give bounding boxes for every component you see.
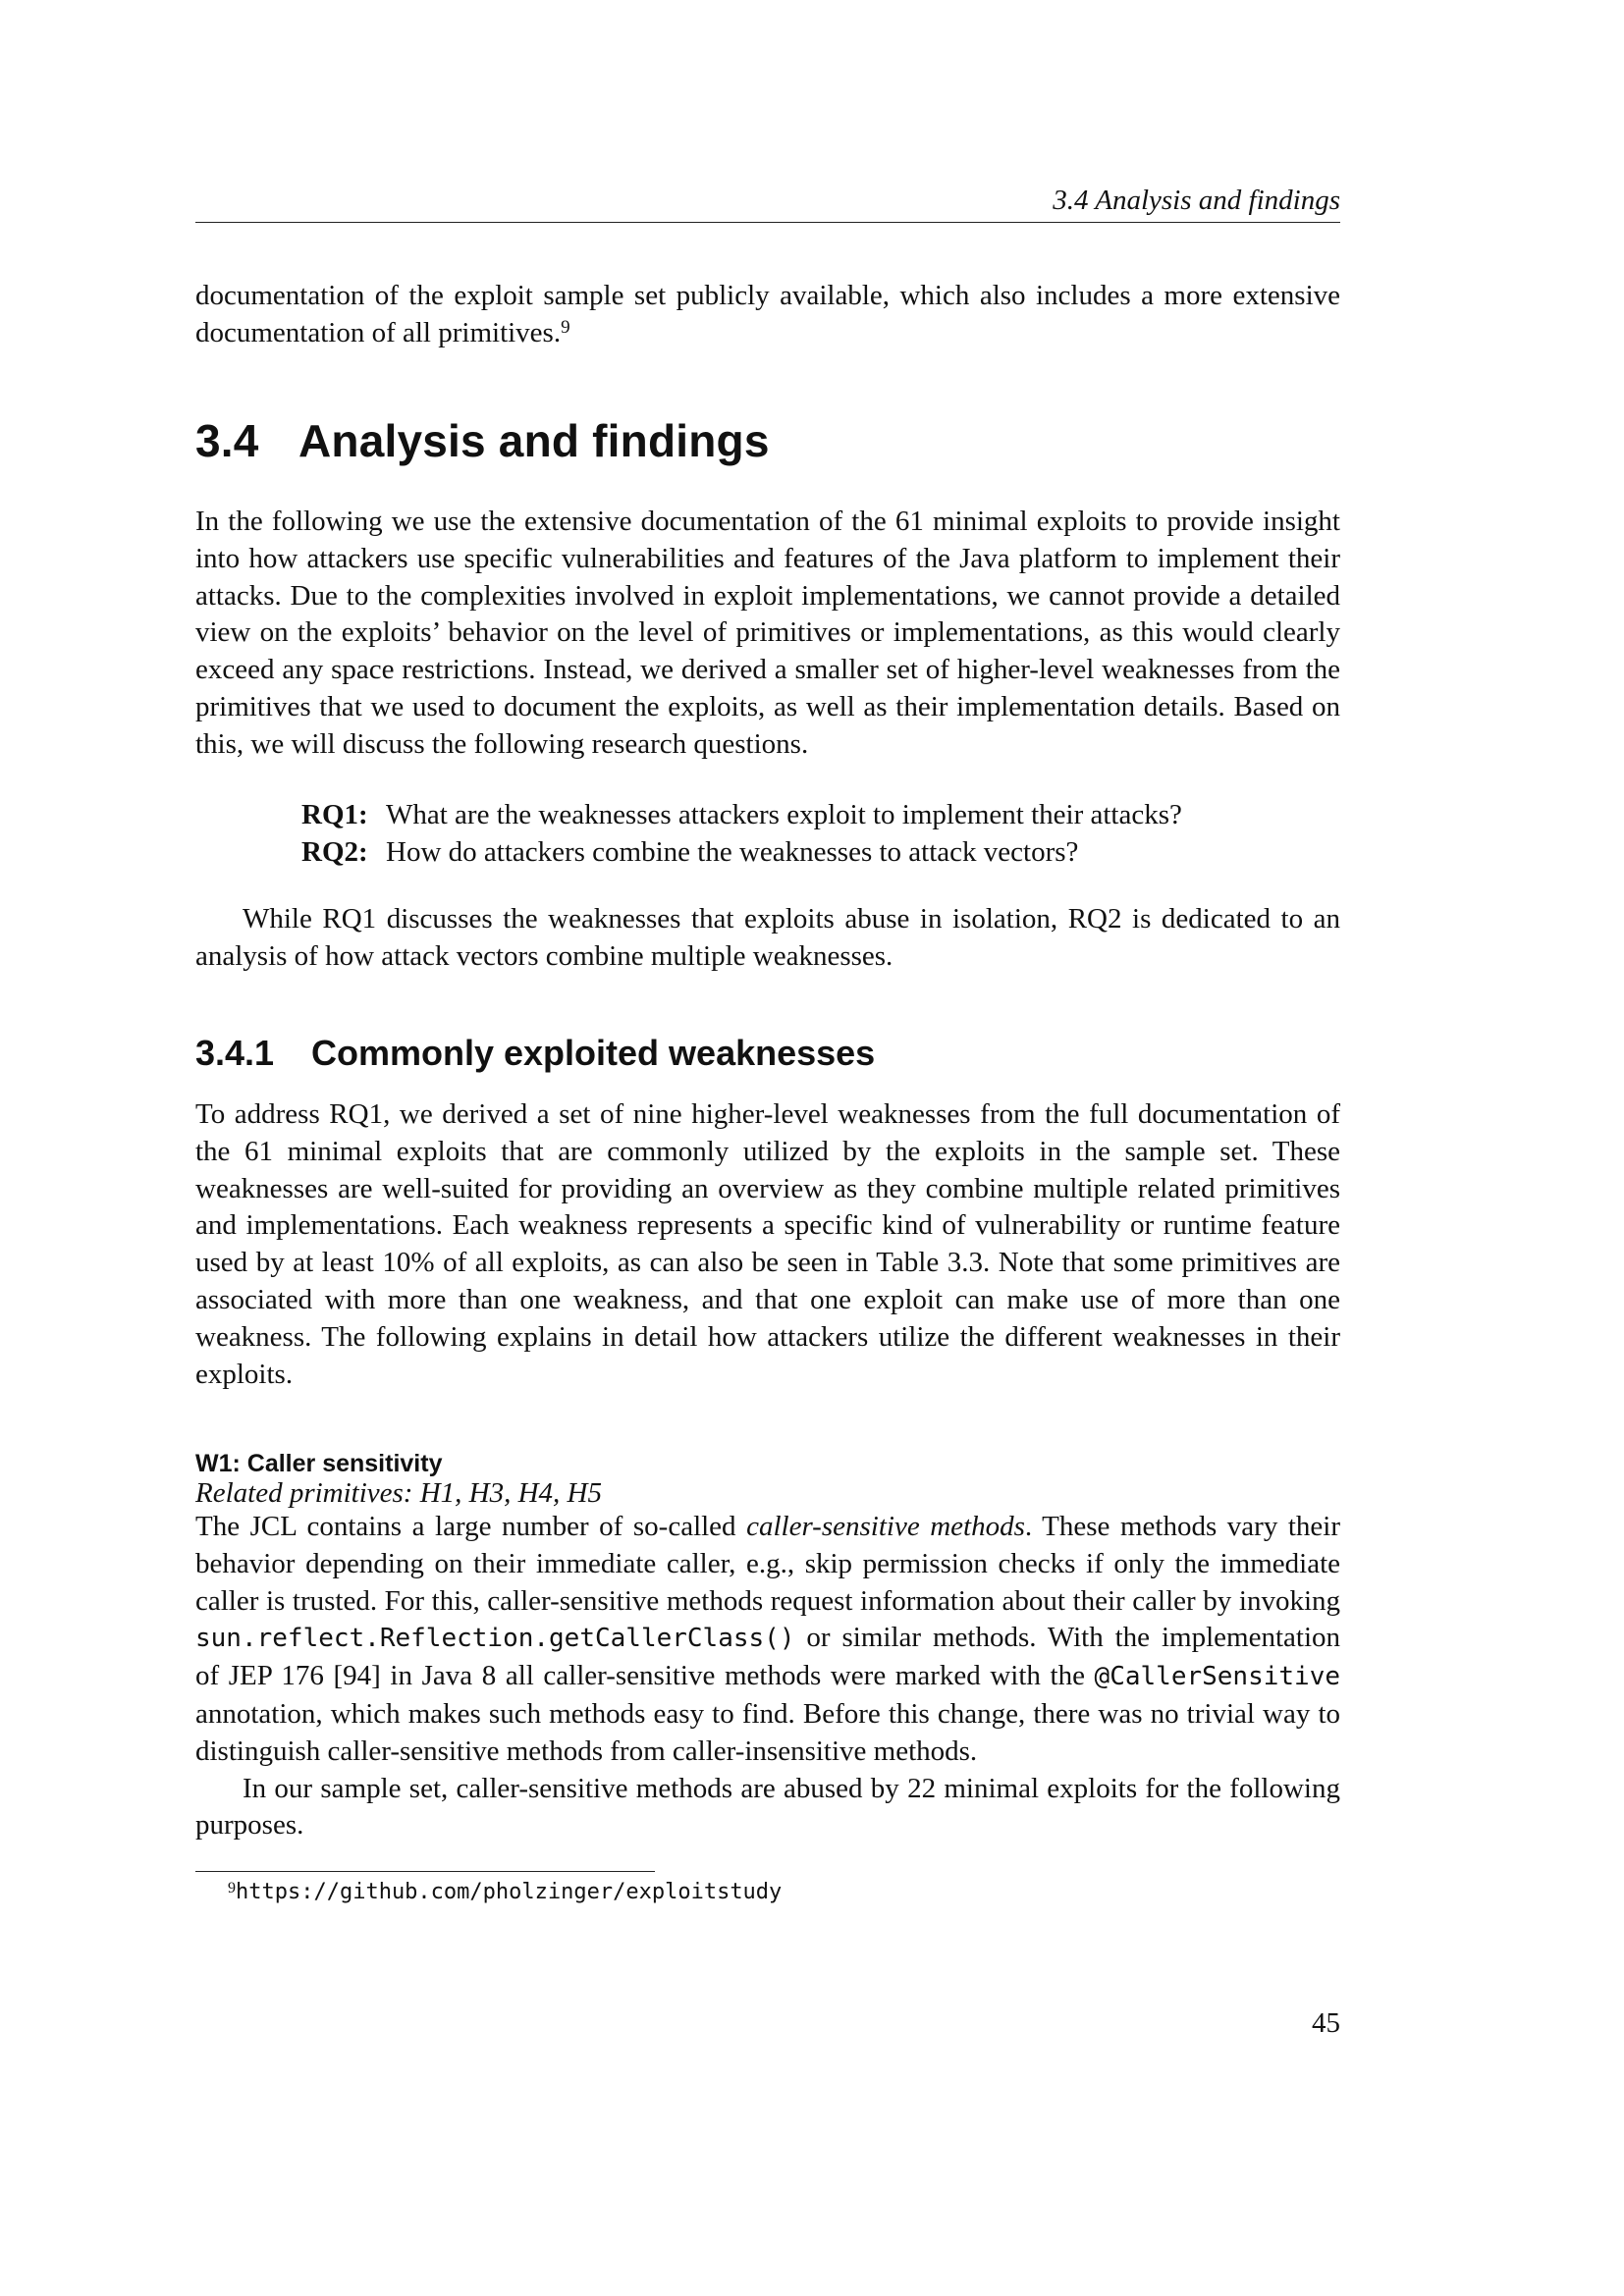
section-title: Analysis and findings <box>298 415 770 466</box>
subsection-number: 3.4.1 <box>195 1033 275 1073</box>
footnote <box>228 1875 782 1906</box>
footnote-marker[interactable]: 9 <box>561 316 570 338</box>
running-head: 3.4 Analysis and findings <box>1053 185 1340 216</box>
subsection-paragraph: To address RQ1, we derived a set of nine higher-level weaknesses from the full documentation of the 61 minimal exploits that are commonly utilized by the exploits in the sample set. These weaknesses are well-suited for providing an overview as they combine multiple related primitives and implementations. Each weakness represents a specific kind of vulnerability or runtime feature used by at least 10% of all exploits, as can also be seen in Table 3.3. Note that some primitives are associated with more than one weakness, and that one exploit can make use of more than one weakness. The following explains in detail how attackers utilize the different weaknesses in their exploits. <box>195 1098 1340 1390</box>
weakness-w1-paragraph-2: In our sample set, caller-sensitive methods are abused by 22 minimal exploits for the following purposes. <box>195 1772 1340 1842</box>
research-question-1 <box>301 797 1340 834</box>
rq-text: How do attackers combine the weaknesses to attack vectors? <box>386 835 1079 868</box>
weakness-w1-paragraph-1: The JCL contains a large number of so-called caller-sensitive methods. These methods vary their behavior depending on their immediate caller, e.g., skip permission checks if only the immediate caller is trusted. For this, caller-sensitive methods request information about their caller by invoking sun.reflect.Reflection.getCallerClass() or similar methods. With the implementation of JEP 176 [94] in Java 8 all caller-sensitive methods were marked with the @CallerSensitive annotation, which makes such methods easy to find. Before this change, there was no trivial way to distinguish caller-sensitive methods from caller-insensitive methods. <box>195 1511 1341 1767</box>
subsection-heading <box>195 1032 875 1075</box>
rq-label: RQ2: <box>301 835 368 868</box>
section-heading <box>195 413 770 468</box>
footnote-rule <box>195 1871 655 1872</box>
weakness-w1-heading: W1: Caller sensitivity <box>195 1450 443 1477</box>
rq-label: RQ1: <box>301 799 368 830</box>
subsection-title: Commonly exploited weaknesses <box>311 1033 876 1073</box>
research-question-2 <box>301 834 1340 872</box>
research-questions <box>301 797 1340 872</box>
weakness-w1-body <box>195 1509 1340 1844</box>
rq-text: What are the weaknesses attackers exploit to implement their attacks? <box>386 799 1182 830</box>
section-paragraph-1: In the following we use the extensive documentation of the 61 minimal exploits to provide insight into how attackers use specific vulnerabilities and features of the Java platform to implement their attacks. Due to the complexities involved in exploit implementations, we cannot provide a detailed view on the exploits’ behavior on the level of primitives or implementations, as this would clearly exceed any space restrictions. Instead, we derived a smaller set of higher-level weaknesses from the primitives that we used to document the exploits, as well as their implementation details. Based on this, we will discuss the following research questions. <box>195 506 1340 760</box>
page-number: 45 <box>1312 2007 1340 2039</box>
inline-code: sun.reflect.Reflection.getCallerClass() <box>195 1624 795 1654</box>
footnote-link[interactable]: https://github.com/pholzinger/exploitstudy <box>236 1880 783 1904</box>
intro-text: documentation of the exploit sample set publicly available, which also includes a more extensive documentation of all primitives. <box>195 280 1340 348</box>
weakness-w1-related-primitives: Related primitives: H1, H3, H4, H5 <box>195 1477 602 1509</box>
section-paragraph-2: While RQ1 discusses the weaknesses that exploits abuse in isolation, RQ2 is dedicated to an analysis of how attack vectors combine multiple weaknesses. <box>195 903 1340 972</box>
footnote-number: 9 <box>228 1880 236 1896</box>
header-rule <box>195 222 1340 223</box>
emphasis: caller-sensitive methods <box>746 1511 1025 1542</box>
inline-code: @CallerSensitive <box>1094 1662 1340 1692</box>
intro-paragraph <box>195 278 1340 352</box>
section-number: 3.4 <box>195 415 259 466</box>
